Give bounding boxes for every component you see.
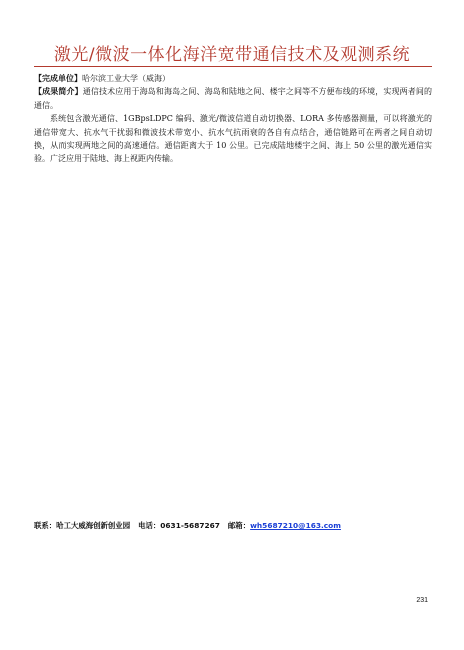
contact-line	[34, 520, 341, 531]
summary-text-1: 通信技术应用于海岛和海岛之间、海岛和陆地之间、楼宇之间等不方便布线的环境，实现两者间的通信。	[34, 87, 432, 110]
page-number: 231	[416, 597, 428, 604]
unit-paragraph	[34, 72, 432, 85]
document-body	[34, 72, 432, 166]
summary-paragraph-2: 系统包含激光通信、1GBpsLDPC 编码、激光/微波信道自动切换器、LORA 多传感器测量，可以将激光的通信带宽大、抗水气干扰弱和微波技术带宽小、抗水气抗雨衰的各自有点结合，通信链路可在两者之间自动切换，从而实现两地之间的高速通信。通信距离大于 10 公里。已完成陆地楼宇之间、海上 50 公里的激光通信实验。广泛应用于陆地、海上视距内传输。	[34, 114, 432, 164]
summary-label: 【成果简介】	[34, 86, 83, 97]
unit-label: 【完成单位】	[34, 73, 82, 83]
unit-text: 哈尔滨工业大学（威海）	[82, 74, 170, 83]
contact-label: 联系：哈工大威海创新创业园	[34, 521, 131, 530]
title-divider	[34, 66, 432, 67]
email-link[interactable]: wh5687210@163.com	[250, 521, 341, 530]
page-title: 激光/微波一体化海洋宽带通信技术及观测系统	[53, 45, 411, 65]
phone-label: 电话：0631-5687267	[138, 521, 220, 530]
email-label: 邮箱：	[227, 521, 251, 530]
summary-paragraph-1	[34, 85, 432, 112]
